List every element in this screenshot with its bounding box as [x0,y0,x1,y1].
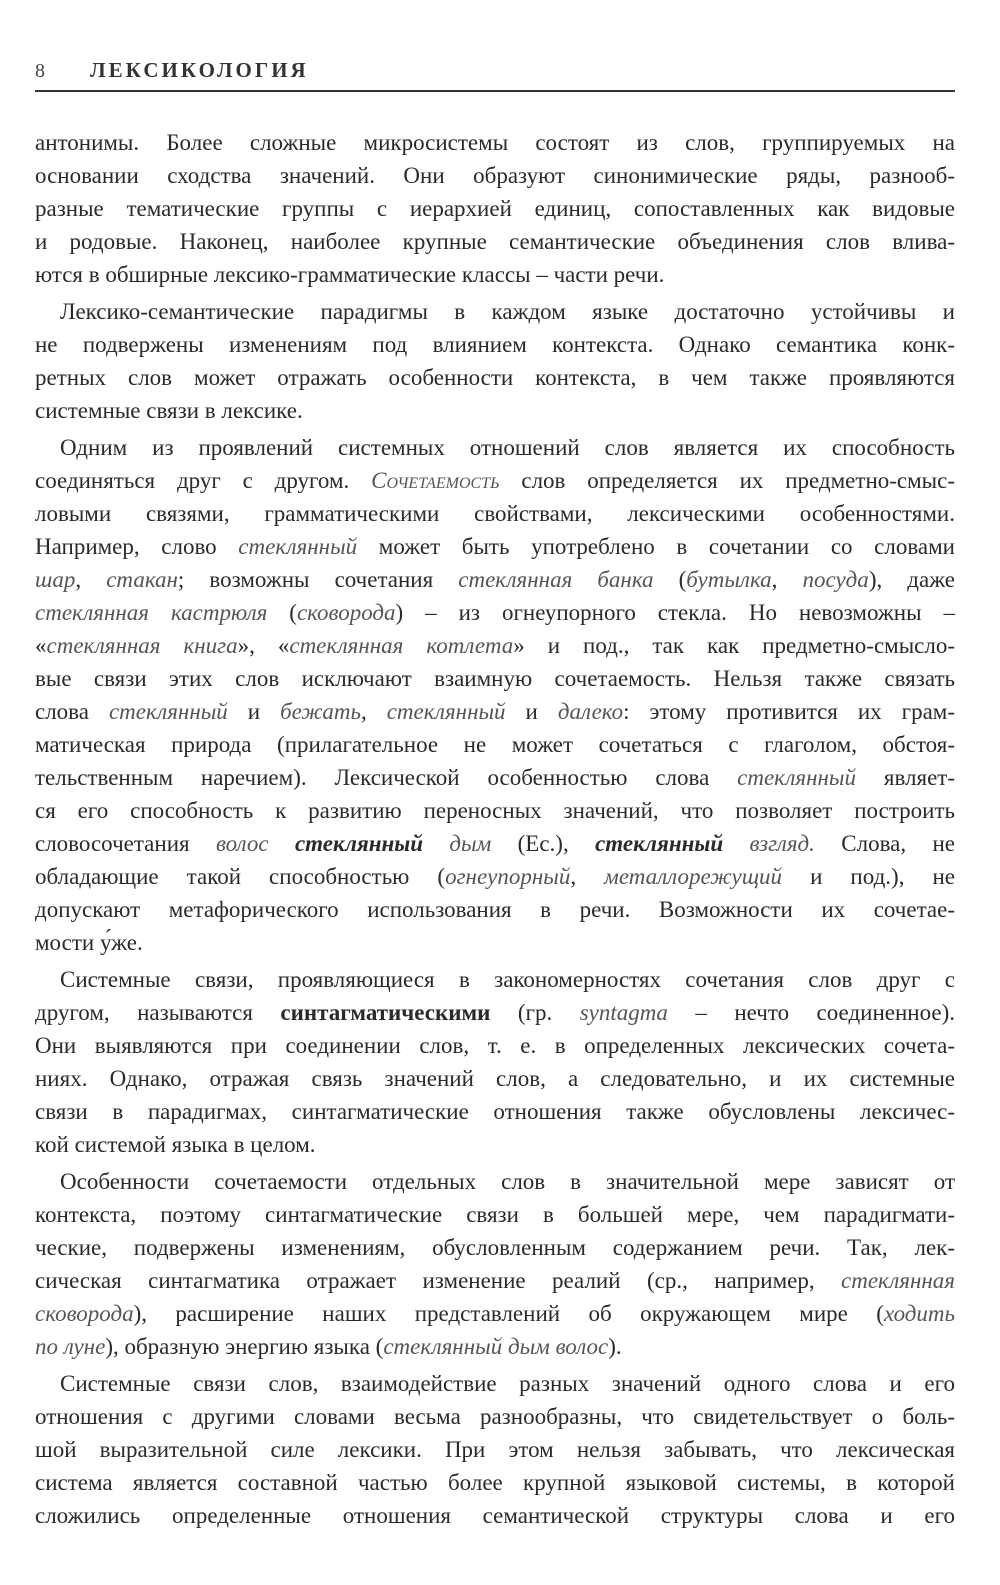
text-line [35,1297,955,1330]
text-run: Лексико-семантические парадигмы в каждом языке достаточно устойчивы и [60,299,955,324]
italic-text: сковорода [35,1301,134,1326]
text-run: ), образную энергию языка ( [105,1334,384,1359]
text-run: и родовые. Наконец, наиболее крупные семантические объединения слов влива- [35,229,955,254]
bold-term: синтагматическими [280,1000,491,1025]
text-line [35,629,955,662]
text-run: отношения с другими словами весьма разнообразны, что свидетельствует о боль- [35,1404,955,1429]
text-run: контекста, поэтому синтагматические связи в большей мере, чем парадигмати- [35,1202,955,1227]
text-line [35,794,955,827]
text-line [35,963,955,996]
text-run: сическая синтагматика отражает изменение реалий (ср., например, [35,1268,842,1293]
text-run: , [360,699,387,724]
text-run: кой системой языка в целом. [35,1132,316,1157]
text-run: ). [608,1334,622,1359]
text-run: Они выявляются при соединении слов, т. е. в определенных лексических сочета- [35,1033,955,1058]
text-run: ловыми связями, грамматическими свойствами, лексическими особенностями. [35,501,955,526]
italic-text: стеклянная книга [46,633,238,658]
text-run: , [771,567,803,592]
text-run: слова [35,699,109,724]
text-run: матическая природа (прилагательное не может сочетаться с глаголом, обстоя- [35,732,955,757]
italic-text: далеко [557,699,624,724]
italic-text: сковорода [296,600,396,625]
text-line [35,1433,955,1466]
text-run: словосочетания [35,831,216,856]
paragraph [35,431,955,959]
text-line [35,295,955,328]
italic-text: стеклянный [108,699,228,724]
italic-text: посуда [802,567,869,592]
text-run: ), даже [868,567,956,592]
text-run: Например, слово [35,534,239,559]
italic-text: стеклянный [238,534,358,559]
italic-text: волос [215,831,295,856]
text-run: другом, называются [35,1000,281,1025]
text-line [35,431,955,464]
italic-text: бежать [280,699,361,724]
running-title: ЛЕКСИКОЛОГИЯ [90,58,309,82]
text-run: : этому противится их грам- [623,699,956,724]
text-line [35,695,955,728]
text-run: сложились определенные отношения семантической структуры слова и его [35,1503,955,1528]
text-line [35,1128,955,1161]
text-line [35,926,955,959]
paragraph [35,963,955,1161]
text-run: ческие, подвержены изменениям, обусловленным содержанием речи. Так, лек- [35,1235,955,1260]
text-run: и под.), не [782,864,955,889]
italic-text: стеклянная [841,1268,955,1293]
italic-text: огнеупорный [445,864,571,889]
text-run: », « [237,633,290,658]
running-header [35,58,955,90]
text-line [35,1095,955,1128]
italic-text: шар [35,567,76,592]
italic-text: стеклянный [386,699,506,724]
text-run: ( [653,567,687,592]
text-line [35,1264,955,1297]
text-line [35,394,955,427]
text-run: Особенности сочетаемости отдельных слов в значительной мере зависят от [60,1169,955,1194]
text-line [35,860,955,893]
text-line [35,1466,955,1499]
text-line [35,996,955,1029]
text-run: антонимы. Более сложные микросистемы состоят из слов, группируемых на [35,130,955,155]
text-run: основании сходства значений. Они образуют синонимические ряды, разнооб- [35,163,955,188]
text-run: обладающие такой способностью ( [35,864,446,889]
text-run: соединяться друг с другом. [35,468,372,493]
italic-text: стакан [106,567,178,592]
text-run: шой выразительной силе лексики. При этом нельзя забывать, что лексическая [35,1437,955,1462]
italic-text: стеклянная котлета [289,633,514,658]
text-run: не подвержены изменениям под влиянием контекста. Однако семантика конк- [35,332,955,357]
text-line [35,126,955,159]
text-line [35,728,955,761]
text-run: связи в парадигмах, синтагматические отношения также обусловлены лексичес- [35,1099,955,1124]
text-line [35,225,955,258]
text-run: и [505,699,558,724]
italic-text: взгляд. [723,831,815,856]
text-line [35,530,955,563]
text-run: вые связи этих слов исключают взаимную сочетаемость. Нельзя также связать [35,666,955,691]
text-line [35,662,955,695]
text-line [35,1062,955,1095]
header-rule [35,90,955,92]
text-run: ), расширение наших представлений об окружающем мире ( [133,1301,884,1326]
text-line [35,827,955,860]
text-line [35,1367,955,1400]
text-line [35,761,955,794]
text-run: – нечто соединенное). [667,1000,955,1025]
italic-text: бутылка [686,567,772,592]
text-run: (гр. [490,1000,580,1025]
paragraph [35,1165,955,1363]
italic-text: стеклянный дым волос [383,1334,609,1359]
text-run: разные тематические группы с иерархией единиц, сопоставленных как видовые [35,196,955,221]
text-line [35,1029,955,1062]
text-run: тельственным наречием). Лексической особенностью слова [35,765,738,790]
text-run: системные связи в лексике. [35,398,303,423]
italic-text: дым [423,831,492,856]
page-number: 8 [35,60,45,82]
text-run: ; возможны сочетания [177,567,459,592]
text-run: мости у́же. [35,930,143,955]
text-run: (Ес.), [491,831,596,856]
paragraph [35,295,955,427]
italic-text: стеклянная банка [458,567,654,592]
italic-text: по луне [35,1334,106,1359]
text-run: Системные связи слов, взаимодействие разных значений одного слова и его [60,1371,955,1396]
bold-italic-text: стеклянный [595,831,724,856]
text-run: Системные связи, проявляющиеся в закономерностях сочетания слов друг с [60,967,955,992]
italic-text: стеклянная кастрюля [35,600,268,625]
text-run: , [570,864,605,889]
italic-text: стеклянный [737,765,857,790]
text-run: » и под., так как предметно-смысло- [513,633,956,658]
text-line [35,893,955,926]
text-line [35,328,955,361]
text-line [35,1499,955,1532]
text-run: и [227,699,281,724]
text-run: допускают метафорического использования в речи. Возможности их сочетае- [35,897,955,922]
text-line [35,1165,955,1198]
text-line [35,1198,955,1231]
text-line [35,1231,955,1264]
text-run: ся его способность к развитию переносных значений, что позволяет построить [35,798,955,823]
text-line [35,1400,955,1433]
text-run: ( [267,600,297,625]
italic-text: syntagma [579,1000,668,1025]
paragraph [35,126,955,291]
page-body [35,126,955,1536]
text-run: ниях. Однако, отражая связь значений слов, а следовательно, и их системные [35,1066,955,1091]
text-run: , [75,567,107,592]
text-run: ) – из огнеупорного стекла. Но невозможны – [395,600,955,625]
text-line [35,497,955,530]
text-run: может быть употреблено в сочетании со словами [357,534,955,559]
text-run: Слова, не [814,831,955,856]
text-line [35,192,955,225]
text-run: ретных слов может отражать особенности контекста, в чем также проявляются [35,365,955,390]
text-run: являет- [856,765,955,790]
text-line [35,563,955,596]
italic-text: ходить [883,1301,955,1326]
text-run: система является составной частью более крупной языковой системы, в которой [35,1470,955,1495]
text-run: « [35,633,47,658]
text-line [35,464,955,497]
text-line [35,258,955,291]
text-line [35,596,955,629]
text-line [35,361,955,394]
paragraph [35,1367,955,1532]
text-line [35,1330,955,1363]
italic-text: металлорежущий [604,864,783,889]
text-run: ются в обширные лексико-грамматические классы – части речи. [35,262,665,287]
emphasized-term: Сочетаемость [371,468,500,493]
text-run: Одним из проявлений системных отношений слов является их способность [60,435,955,460]
bold-italic-text: стеклянный [294,831,424,856]
text-line [35,159,955,192]
text-run: слов определяется их предметно-смыс- [499,468,955,493]
